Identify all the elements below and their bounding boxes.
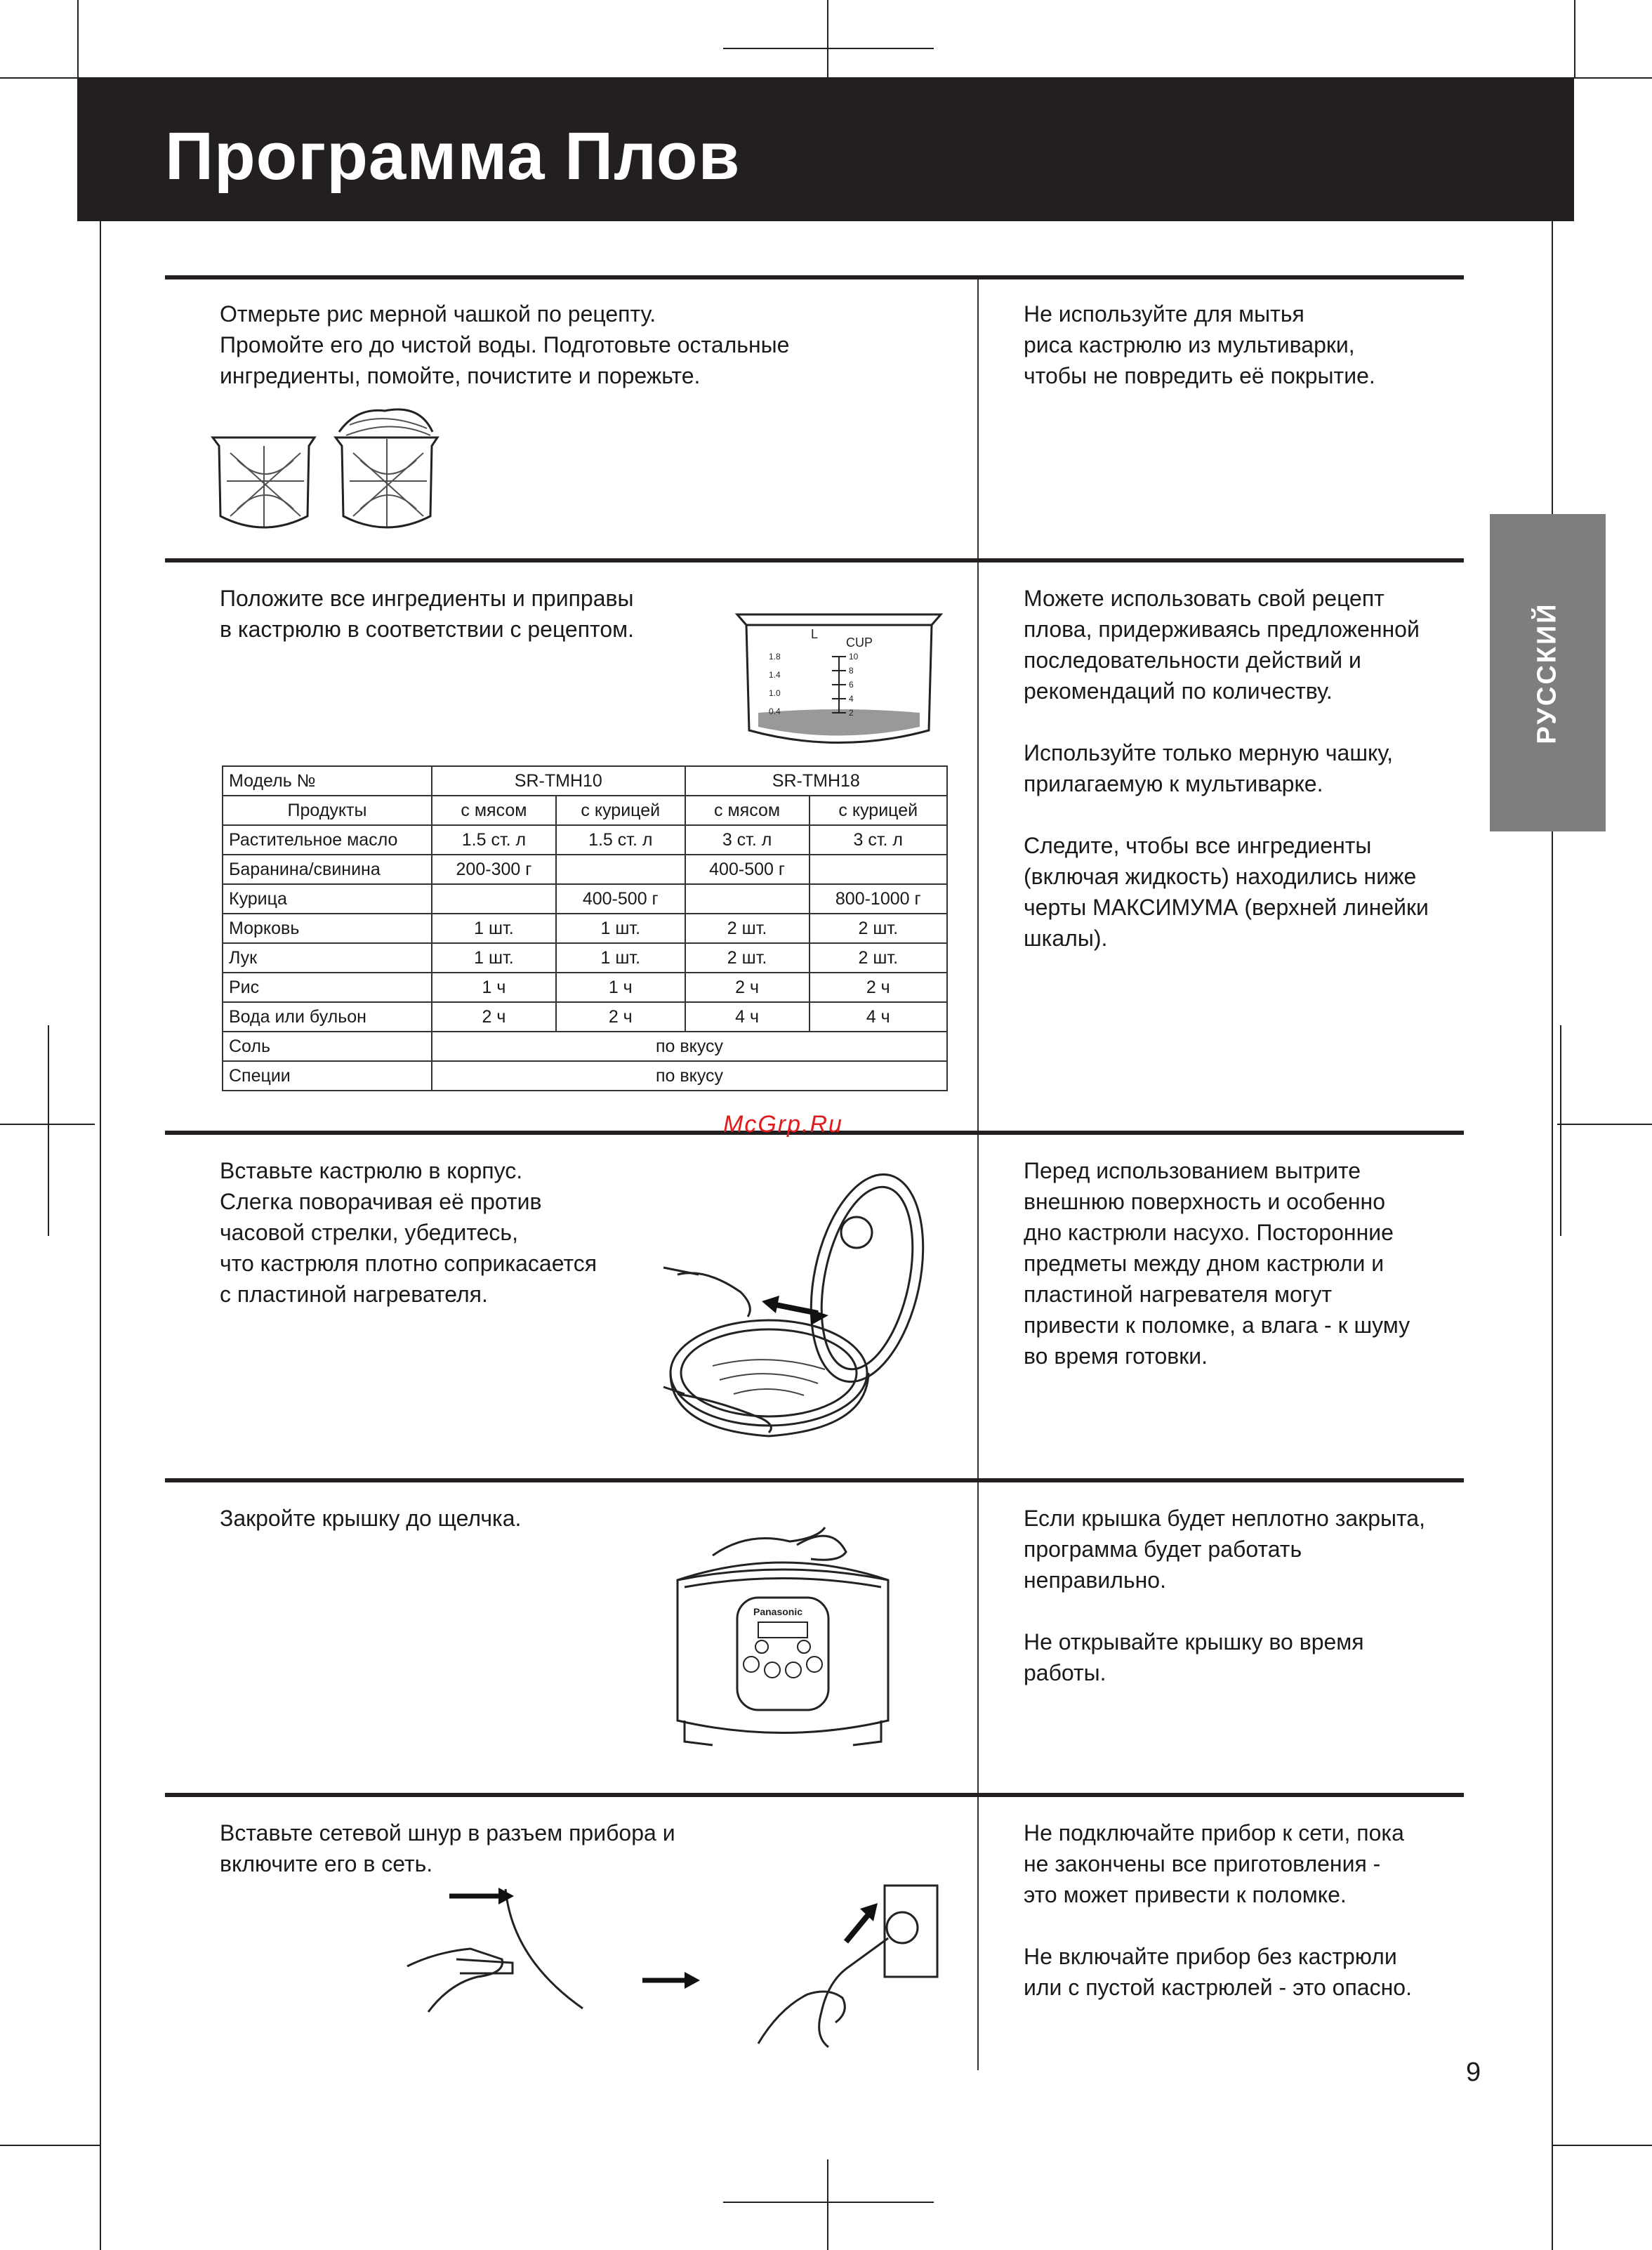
table-cell: 2 шт. <box>685 914 810 943</box>
page-title: Программа Плов <box>165 119 741 194</box>
table-row <box>223 973 947 1002</box>
table-cell: 1 шт. <box>432 914 556 943</box>
pot-scale-l-mark: 1.8 <box>769 652 781 662</box>
step-4-instruction: Закройте крышку до щелчка. <box>220 1506 522 1531</box>
table-cell: 2 ч <box>685 973 810 1002</box>
crop-mark <box>1552 2145 1553 2250</box>
section-rule <box>165 275 1464 279</box>
table-cell: 1 ч <box>432 973 556 1002</box>
step-2-instruction: Положите все ингредиенты и приправы в кастрюлю в соответствии с рецептом. <box>220 586 635 642</box>
table-row <box>223 1061 947 1091</box>
pot-scale-l-mark: 0.4 <box>769 706 781 716</box>
step-4-note: Если крышка будет неплотно закрыта, программа будет работать неправильно. Не открывайте крышку во время работы. <box>1024 1506 1425 1685</box>
pot-scale-cup-mark: 4 <box>849 694 854 704</box>
table-cell <box>556 855 685 884</box>
table-cell: 800-1000 г <box>810 884 947 914</box>
table-cell: 2 ч <box>556 1002 685 1032</box>
pot-scale-cup-label: CUP <box>846 636 873 650</box>
table-cell: 1.5 ст. л <box>556 825 685 855</box>
brand-logo: Panasonic <box>753 1606 803 1617</box>
page-frame-right <box>1552 98 1553 2145</box>
crop-mark <box>100 2145 101 2250</box>
pot-scale-cup-mark: 2 <box>849 708 854 718</box>
watermark: McGrp.Ru <box>723 1111 843 1138</box>
table-cell <box>810 855 947 884</box>
table-row <box>223 943 947 973</box>
table-cell: 1 шт. <box>432 943 556 973</box>
pot-scale-cup-mark: 6 <box>849 680 854 690</box>
recipe-table <box>222 765 948 1091</box>
pot-scale-l-label: L <box>811 627 819 641</box>
close-lid-illustration <box>670 1510 895 1763</box>
step-5-note: Не подключайте прибор к сети, пока не закончены все приготовления - это может привести к поломке. Не включайте прибор без кастрюли или с пустой кастрюлей - это опасно. <box>1024 1820 1412 2000</box>
crop-mark <box>827 2159 828 2250</box>
table-cell: по вкусу <box>432 1032 947 1061</box>
table-row <box>223 884 947 914</box>
table-cell-name: Лук <box>223 943 432 973</box>
table-cell: 400-500 г <box>556 884 685 914</box>
table-cell: 1.5 ст. л <box>432 825 556 855</box>
crop-mark <box>0 2145 100 2146</box>
table-cell: 1 шт. <box>556 914 685 943</box>
table-cell: 4 ч <box>685 1002 810 1032</box>
step-1-instruction: Отмерьте рис мерной чашкой по рецепту. Промойте его до чистой воды. Подготовьте остальные ингредиенты, помойте, почистите и порежьте. <box>220 301 790 388</box>
crop-mark <box>48 1025 49 1236</box>
table-row <box>223 1002 947 1032</box>
table-header-variant: с мясом <box>432 796 556 825</box>
table-cell-name: Вода или бульон <box>223 1002 432 1032</box>
crop-mark <box>77 0 79 77</box>
section-rule <box>165 1478 1464 1482</box>
table-cell <box>432 884 556 914</box>
crop-mark <box>1557 1124 1652 1125</box>
pot-scale-cup-mark: 8 <box>849 666 854 676</box>
step-1-note: Не используйте для мытья риса кастрюлю из мультиварки, чтобы не повредить её покрытие. <box>1024 301 1375 388</box>
page-frame-left <box>100 221 101 2145</box>
table-row <box>223 855 947 884</box>
language-tab-label: РУССКИЙ <box>1533 601 1562 744</box>
table-cell: 2 ч <box>810 973 947 1002</box>
crop-mark <box>0 77 77 79</box>
table-cell-name: Специи <box>223 1061 432 1091</box>
crop-mark <box>1574 0 1575 77</box>
step-3-instruction: Вставьте кастрюлю в корпус. Слегка поворачивая её против часовой стрелки, убедитесь, что кастрюля плотно соприкасается с пластиной нагревателя. <box>220 1158 597 1307</box>
table-cell-name: Рис <box>223 973 432 1002</box>
rice-washing-illustration <box>209 404 476 544</box>
section-rule <box>165 1793 1464 1797</box>
crop-mark <box>1552 2145 1652 2146</box>
table-cell: 400-500 г <box>685 855 810 884</box>
table-row <box>223 796 947 825</box>
pot-scale-l-mark: 1.4 <box>769 670 781 680</box>
insert-pot-illustration <box>663 1169 937 1457</box>
pot-scale-cup-mark: 10 <box>849 652 859 662</box>
table-cell: 3 ст. л <box>810 825 947 855</box>
table-row <box>223 825 947 855</box>
table-cell: 2 шт. <box>810 914 947 943</box>
table-header-variant: с мясом <box>685 796 810 825</box>
page-number: 9 <box>1466 2058 1481 2087</box>
table-cell: 1 шт. <box>556 943 685 973</box>
step-3-note: Перед использованием вытрите внешнюю поверхность и особенно дно кастрюли насухо. Посторонние предметы между дном кастрюли и пластиной нагревателя могут привести к поломке, а влага - к шуму во время готовки. <box>1024 1158 1410 1369</box>
table-cell: 1 ч <box>556 973 685 1002</box>
table-header-products: Продукты <box>223 796 432 825</box>
table-cell: по вкусу <box>432 1061 947 1091</box>
table-header-variant: с курицей <box>810 796 947 825</box>
table-cell-name: Морковь <box>223 914 432 943</box>
table-cell: 2 шт. <box>685 943 810 973</box>
language-tab-label-wrap <box>1490 514 1606 831</box>
table-header-model-1: SR-TMH10 <box>432 766 685 796</box>
plug-in-illustration <box>393 1861 948 2051</box>
table-cell: 2 шт. <box>810 943 947 973</box>
table-cell-name: Баранина/свинина <box>223 855 432 884</box>
table-cell-name: Соль <box>223 1032 432 1061</box>
table-cell-name: Курица <box>223 884 432 914</box>
crop-mark <box>1574 77 1652 79</box>
step-2-note: Можете использовать свой рецепт плова, придерживаясь предложенной последовательности действий и рекомендаций по количеству. Используйте только мерную чашку, прилагаемую к мультиварке. Следите, чтобы все ингредиенты (включая жидкость) находились ниже черты МАКСИМУМА (верхней линейки шкалы). <box>1024 586 1429 951</box>
table-cell: 200-300 г <box>432 855 556 884</box>
crop-mark <box>1560 1025 1561 1236</box>
table-cell: 4 ч <box>810 1002 947 1032</box>
pot-scale-l-mark: 1.0 <box>769 688 781 698</box>
table-cell: 2 ч <box>432 1002 556 1032</box>
section-rule <box>165 558 1464 562</box>
table-header-model: Модель № <box>223 766 432 796</box>
step-5-instruction: Вставьте сетевой шнур в разъем прибора и включите его в сеть. <box>220 1820 675 1876</box>
crop-mark <box>723 48 934 49</box>
table-header-model-2: SR-TMH18 <box>685 766 947 796</box>
table-row <box>223 766 947 796</box>
table-row <box>223 1032 947 1061</box>
table-row <box>223 914 947 943</box>
table-header-variant: с курицей <box>556 796 685 825</box>
crop-mark <box>723 2202 934 2203</box>
table-cell-name: Растительное масло <box>223 825 432 855</box>
pot-scale-illustration <box>734 600 944 748</box>
column-divider <box>977 279 979 2070</box>
table-cell: 3 ст. л <box>685 825 810 855</box>
table-cell <box>685 884 810 914</box>
